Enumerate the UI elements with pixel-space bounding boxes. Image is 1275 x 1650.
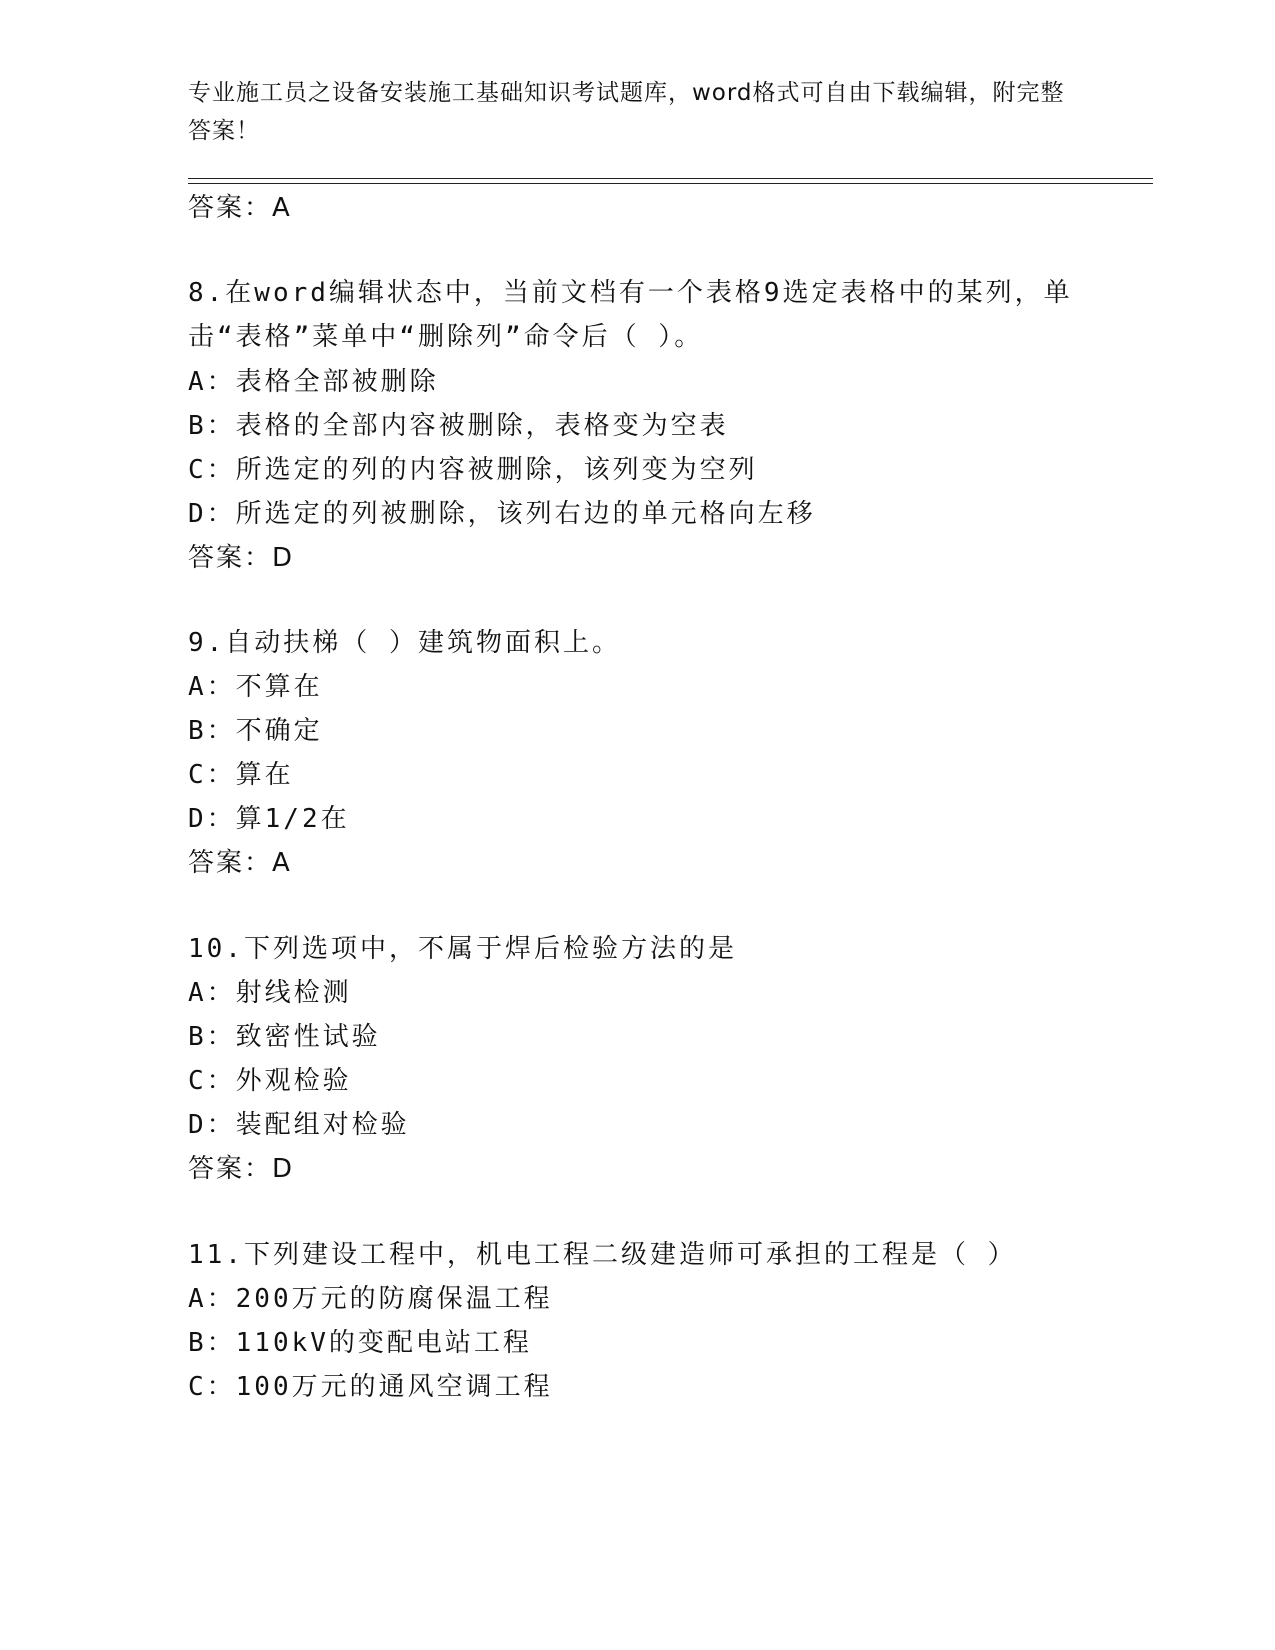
answer-line: 答案：D [188,543,295,573]
option-line: B：110kV的变配电站工程 [188,1328,532,1358]
question-stem: 8.在word编辑状态中，当前文档有一个表格9选定表格中的某列，单 [188,278,1073,308]
answer-line: 答案：A [188,848,292,878]
option-line: D：装配组对检验 [188,1110,410,1140]
option-line: B：不确定 [188,716,323,746]
answer-line: 答案：D [188,1154,295,1184]
option-line: A：表格全部被删除 [188,367,439,397]
question-stem: 11.下列建设工程中，机电工程二级建造师可承担的工程是（ ） [188,1240,1017,1270]
option-line: C：所选定的列的内容被删除，该列变为空列 [188,455,758,485]
option-line: C：外观检验 [188,1066,352,1096]
document-header: 专业施工员之设备安装施工基础知识考试题库，word格式可自由下载编辑，附完整答案！ [188,80,1065,144]
option-line: B：致密性试验 [188,1022,381,1052]
option-line: C：100万元的通风空调工程 [188,1372,553,1402]
option-line: D：所选定的列被删除，该列右边的单元格向左移 [188,499,816,529]
option-line: D：算1/2在 [188,804,350,834]
question-stem: 9.自动扶梯（ ）建筑物面积上。 [188,628,621,658]
question-stem: 击“表格”菜单中“删除列”命令后（ ）。 [188,322,704,352]
header-rule-top [188,178,1153,179]
option-line: A：200万元的防腐保温工程 [188,1284,553,1314]
option-line: B：表格的全部内容被删除，表格变为空表 [188,411,729,441]
question-stem: 10.下列选项中，不属于焊后检验方法的是 [188,934,737,964]
option-line: C：算在 [188,760,294,790]
option-line: A：不算在 [188,672,323,702]
option-line: A：射线检测 [188,978,352,1008]
header-rule-bottom [188,183,1153,184]
answer-line: 答案：A [188,193,292,223]
